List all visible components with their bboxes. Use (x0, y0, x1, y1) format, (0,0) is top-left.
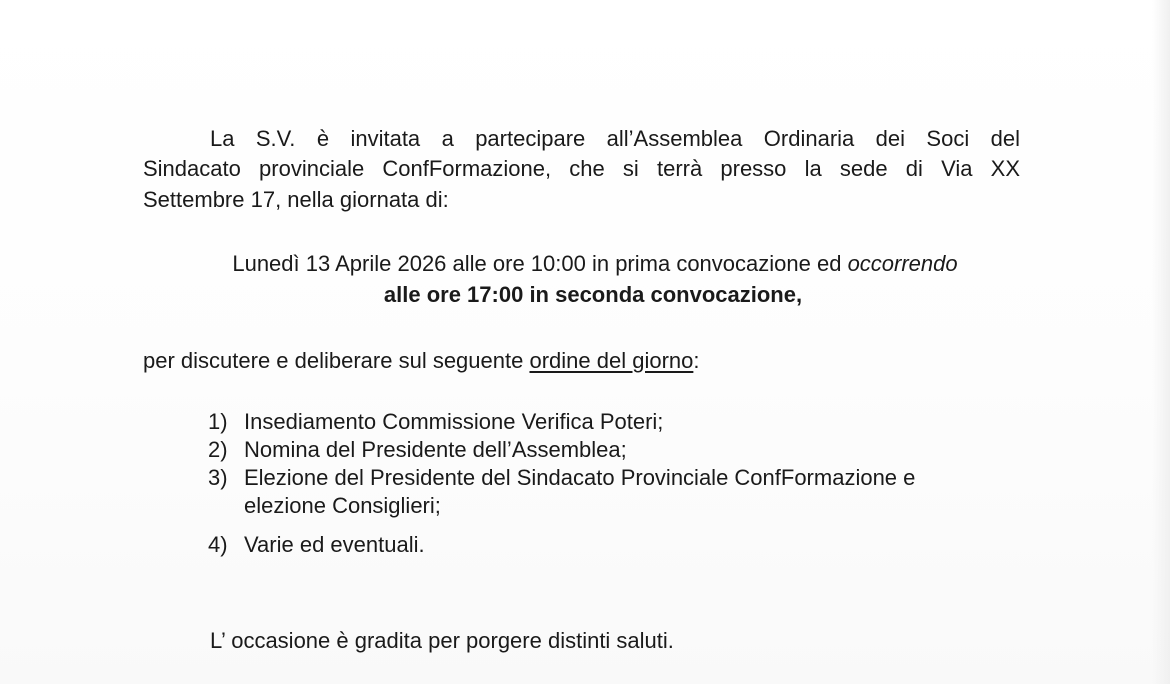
convocation-line-1 (0, 250, 1170, 279)
agenda-item (208, 436, 1108, 466)
agenda-item (208, 464, 1108, 524)
agenda-item-number: 1) (208, 409, 228, 434)
page-edge-shadow (1152, 0, 1170, 684)
agenda-item-text-continued: elezione Consiglieri; (244, 493, 441, 518)
agenda-item-number: 2) (208, 437, 228, 462)
agenda-intro-prefix: per discutere e deliberare sul seguente (143, 348, 530, 373)
agenda-item (208, 408, 1108, 438)
agenda-item (208, 531, 1108, 561)
intro-line-3: Settembre 17, nella giornata di: (143, 187, 449, 212)
convocation-line-2: alle ore 17:00 in seconda convocazione, (383, 282, 803, 307)
agenda-title: ordine del giorno (529, 348, 694, 373)
intro-line-2: Sindacato provinciale ConfFormazione, che si terrà presso la sede di Via XX (143, 156, 1020, 181)
agenda-intro-suffix: : (693, 348, 700, 373)
agenda-list (208, 408, 1108, 578)
agenda-intro (143, 347, 700, 376)
agenda-item-number: 3) (208, 465, 228, 490)
intro-line-1: La S.V. è invitata a partecipare all’Assemblea Ordinaria dei Soci del (210, 126, 1020, 151)
convocation-italic-text: occorrendo (847, 251, 958, 276)
closing-line: L’ occasione è gradita per porgere distinti saluti. (210, 628, 674, 653)
agenda-item-text: Nomina del Presidente dell’Assemblea; (244, 437, 627, 462)
agenda-item-text: Elezione del Presidente del Sindacato Provinciale ConfFormazione e (244, 465, 916, 490)
agenda-item-text: Varie ed eventuali. (244, 532, 425, 557)
convocation-main-text: Lunedì 13 Aprile 2026 alle ore 10:00 in prima convocazione ed (232, 251, 848, 276)
agenda-item-text: Insediamento Commissione Verifica Poteri; (244, 409, 664, 434)
agenda-item-number: 4) (208, 532, 228, 557)
